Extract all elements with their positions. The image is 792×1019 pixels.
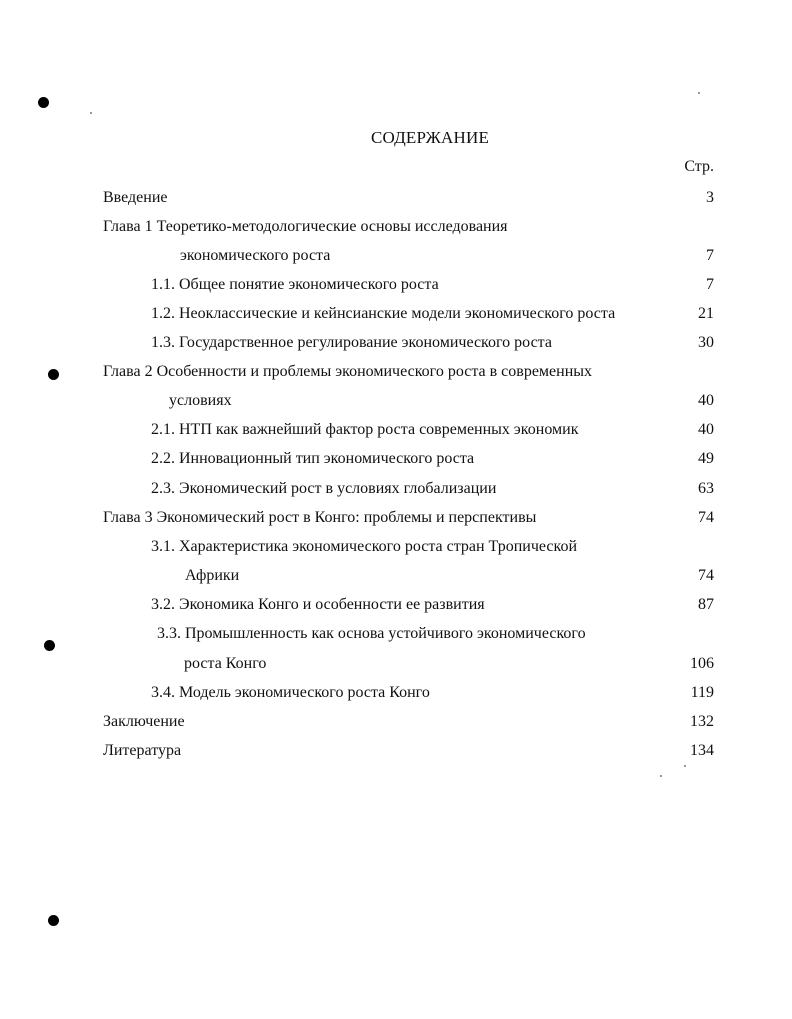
toc-entry-text: роста Конго [184, 655, 267, 672]
toc-entry [0, 681, 792, 705]
toc-entry [0, 535, 792, 559]
scan-speck [684, 765, 686, 767]
toc-entry-page: 3 [706, 189, 714, 206]
page-column-label: Стр. [684, 158, 714, 175]
toc-entry-text: Заключение [103, 713, 185, 730]
toc-entry [0, 389, 792, 413]
toc-entry-text: Глава 3 Экономический рост в Конго: проблемы и перспективы [103, 509, 537, 526]
toc-entry-page: 74 [698, 509, 714, 526]
toc-entry-page: 7 [706, 276, 714, 293]
toc-entry [0, 739, 792, 763]
toc-entry-page: 21 [698, 305, 714, 322]
toc-entry [0, 215, 792, 239]
toc-entry-text: 3.3. Промышленность как основа устойчивого экономического [157, 625, 586, 642]
binder-hole-mark [48, 915, 59, 926]
toc-entry [0, 360, 792, 384]
toc-entry [0, 186, 792, 210]
scan-speck [660, 775, 662, 777]
toc-entry-page: 119 [690, 684, 714, 701]
toc-entry-text: 2.1. НТП как важнейший фактор роста современных экономик [151, 421, 579, 438]
scan-speck [90, 112, 92, 114]
toc-entry-text: экономического роста [180, 247, 331, 264]
toc-entry [0, 652, 792, 676]
toc-entry [0, 710, 792, 734]
toc-entry-text: Африки [185, 567, 240, 584]
toc-entry-text: Литература [103, 742, 182, 759]
toc-entry-text: 2.3. Экономический рост в условиях глобализации [151, 480, 497, 497]
toc-entry-page: 132 [690, 713, 714, 730]
toc-entry [0, 302, 792, 326]
toc-entry [0, 564, 792, 588]
toc-entry-page: 40 [698, 421, 714, 438]
toc-entry-page: 63 [698, 480, 714, 497]
toc-entry-text: 3.4. Модель экономического роста Конго [151, 684, 430, 701]
toc-entry-page: 106 [690, 655, 714, 672]
toc-entry [0, 244, 792, 268]
toc-entry-text: 1.1. Общее понятие экономического роста [151, 276, 439, 293]
toc-entry-text: 2.2. Инновационный тип экономического роста [151, 450, 475, 467]
binder-hole-mark [38, 97, 49, 108]
toc-entry-page: 49 [698, 450, 714, 467]
toc-entry [0, 331, 792, 355]
toc-entry [0, 477, 792, 501]
toc-entry [0, 506, 792, 530]
toc-entry-text: условиях [169, 392, 232, 409]
toc-entry [0, 593, 792, 617]
toc-entry-text: 1.3. Государственное регулирование экономического роста [151, 334, 552, 351]
scan-speck [698, 92, 700, 94]
toc-entry-page: 40 [698, 392, 714, 409]
toc-entry-page: 7 [706, 247, 714, 264]
toc-entry [0, 622, 792, 646]
toc-entry-page: 134 [690, 742, 714, 759]
toc-entry-text: Введение [103, 189, 168, 206]
toc-entry-page: 30 [698, 334, 714, 351]
toc-entry-text: 1.2. Неоклассические и кейнсианские модели экономического роста [151, 305, 616, 322]
toc-entry-page: 87 [698, 596, 714, 613]
toc-entry [0, 447, 792, 471]
toc-entry [0, 418, 792, 442]
toc-entry-page: 74 [698, 567, 714, 584]
toc-entry-text: Глава 2 Особенности и проблемы экономического роста в современных [103, 363, 593, 380]
toc-entry-text: Глава 1 Теоретико-методологические основы исследования [103, 218, 508, 235]
toc-entry-text: 3.1. Характеристика экономического роста стран Тропической [151, 538, 578, 555]
page-title: СОДЕРЖАНИЕ [370, 128, 490, 147]
toc-entry-text: 3.2. Экономика Конго и особенности ее развития [151, 596, 485, 613]
toc-entry [0, 273, 792, 297]
